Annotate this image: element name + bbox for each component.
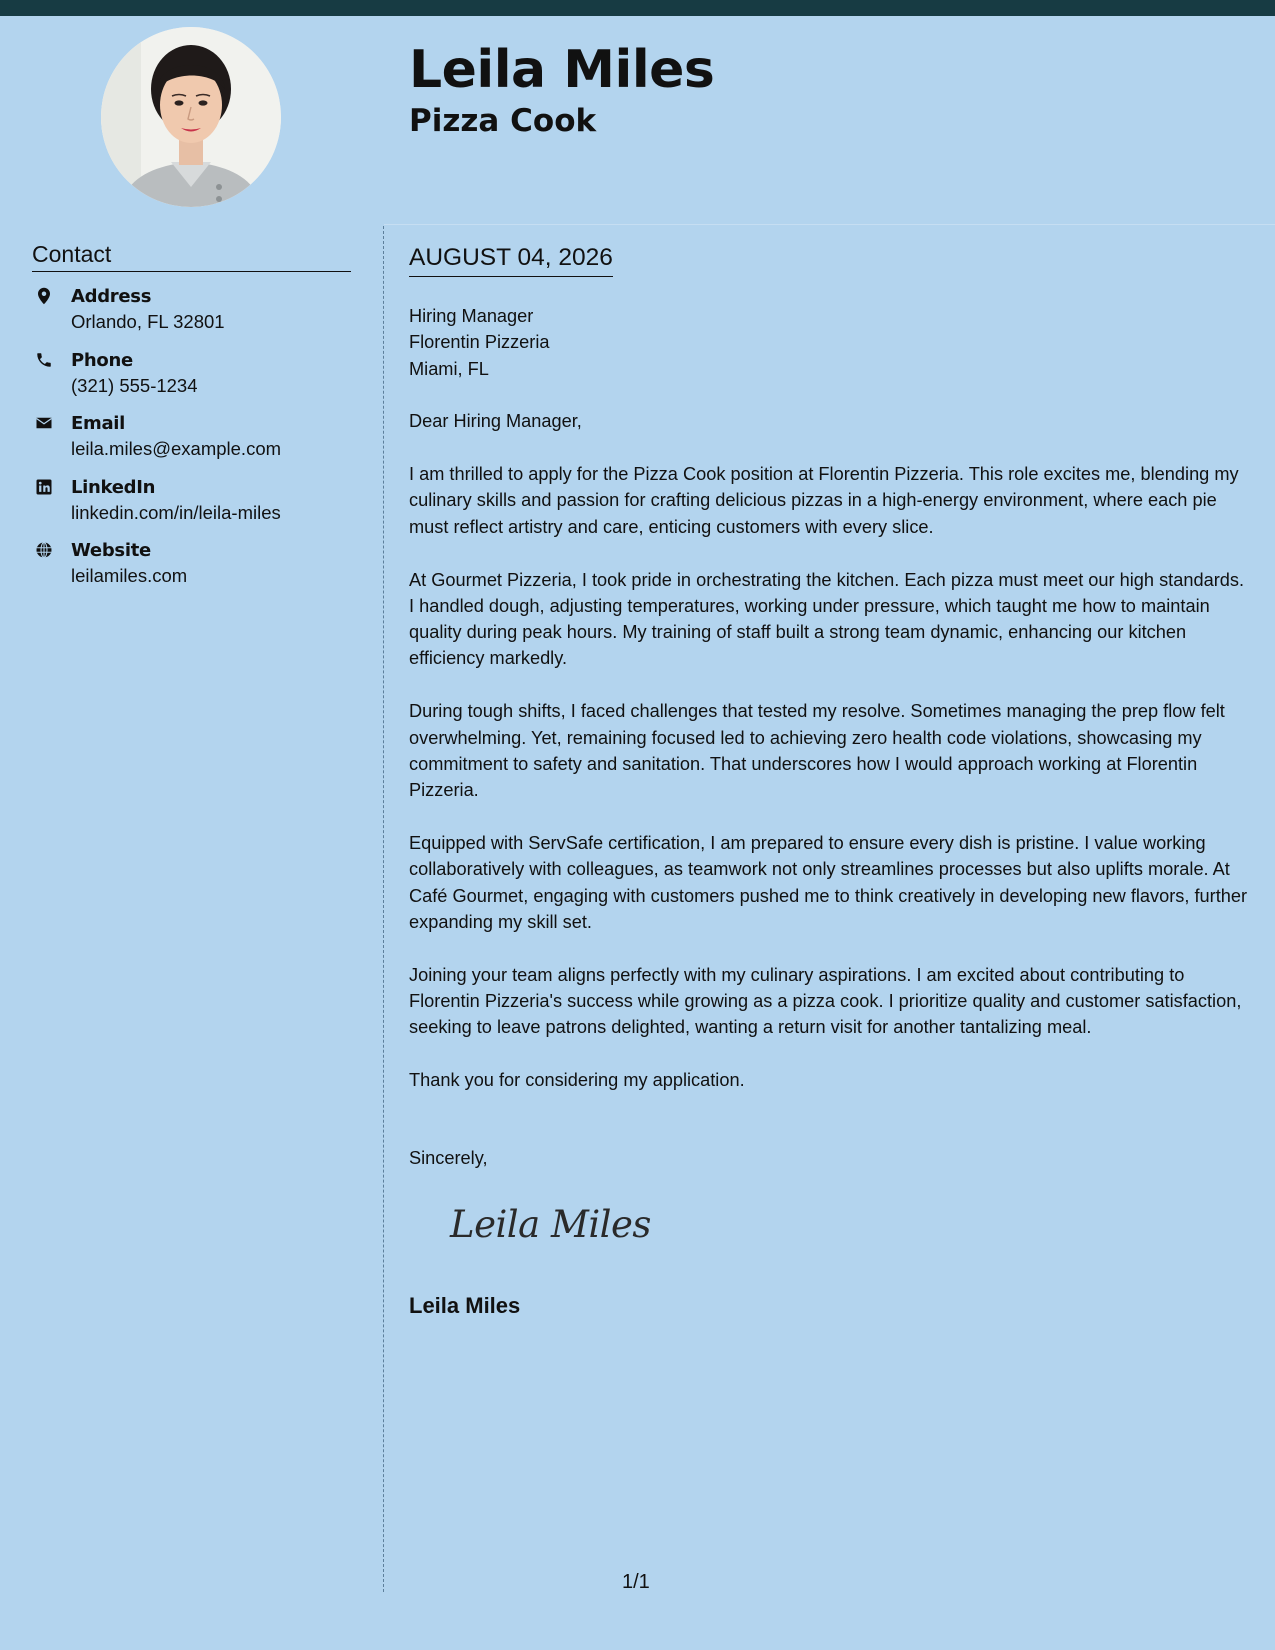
top-bar — [0, 0, 1275, 16]
salutation: Dear Hiring Manager, — [409, 411, 582, 432]
letter-paragraph: At Gourmet Pizzeria, I took pride in orchestrating the kitchen. Each pizza must meet our high standards. I handled dough, adjusting temperatures, working under pressure, which taught me how to maintain quality during peak hours. My training of staff built a strong team dynamic, enhancing our kitchen efficiency markedly. — [409, 569, 1245, 669]
contact-value: leilamiles.com — [71, 565, 188, 586]
contact-value: (321) 555-1234 — [71, 374, 198, 396]
phone-icon — [35, 351, 53, 369]
contact-item-address — [32, 284, 362, 348]
contact-value: Orlando, FL 32801 — [71, 311, 225, 332]
candidate-role: Pizza Cook — [409, 103, 597, 139]
contact-heading: Contact — [32, 241, 351, 272]
letter-date: AUGUST 04, 2026 — [409, 244, 613, 277]
letter-paragraph: I am thrilled to apply for the Pizza Cook position at Florentin Pizzeria. This role excites me, blending my culinary skills and passion for crafting delicious pizzas in a high-energy environment, where each pie must reflect artistry and care, enticing customers with every slice. — [409, 464, 1239, 537]
header-divider — [384, 224, 1275, 225]
contact-value: linkedin.com/in/leila-miles — [71, 501, 281, 523]
recipient-line: Hiring Manager — [409, 306, 534, 326]
letter-paragraph: Joining your team aligns perfectly with my culinary aspirations. I am excited about contributing to Florentin Pizzeria's success while growing as a pizza cook. I prioritize quality and customer satisfaction, seeking to leave patrons delighted, wanting a return visit for another tantalizing meal. — [409, 964, 1242, 1038]
column-divider — [383, 226, 384, 1592]
closing: Sincerely, — [409, 1148, 488, 1168]
linkedin-icon — [35, 478, 53, 496]
contact-label: Address — [71, 286, 152, 307]
letter-paragraph: Equipped with ServSafe certification, I am prepared to ensure every dish is pristine. I value working collaboratively with colleagues, as teamwork not only streamlines processes but also uplifts morale. At Café Gourmet, engaging with customers pushed me to think creatively in developing new flavors, further expanding my skill set. — [409, 832, 1248, 932]
contact-list — [32, 284, 362, 602]
contact-value: leila.miles@example.com — [71, 438, 282, 459]
profile-photo — [101, 27, 281, 207]
contact-label: Website — [71, 540, 151, 561]
signer-name: Leila Miles — [409, 1293, 521, 1318]
recipient-line: Miami, FL — [409, 358, 489, 379]
globe-icon — [35, 541, 53, 559]
contact-label: Email — [71, 413, 126, 434]
handwritten-signature: Leila Miles — [450, 1203, 651, 1246]
candidate-name: Leila Miles — [409, 40, 715, 100]
location-pin-icon — [35, 287, 53, 305]
contact-label: Phone — [71, 349, 133, 371]
letter-paragraph: Thank you for considering my application. — [409, 1070, 745, 1091]
recipient-line: Florentin Pizzeria — [409, 332, 550, 353]
contact-item-phone — [32, 348, 362, 412]
recipient-block — [409, 303, 1249, 382]
page-number: 1/1 — [622, 1571, 650, 1593]
letter-body — [409, 303, 1249, 1120]
contact-item-website — [32, 538, 362, 602]
contact-item-linkedin — [32, 475, 362, 539]
contact-label: LinkedIn — [71, 476, 156, 498]
avatar-illustration — [101, 27, 281, 207]
contact-item-email — [32, 411, 362, 475]
letter-paragraph: During tough shifts, I faced challenges that tested my resolve. Sometimes managing the prep flow felt overwhelming. Yet, remaining focused led to achieving zero health code violations, showcasing my commitment to safety and sanitation. That underscores how I would approach working at Florentin Pizzeria. — [409, 701, 1225, 801]
envelope-icon — [35, 414, 53, 432]
